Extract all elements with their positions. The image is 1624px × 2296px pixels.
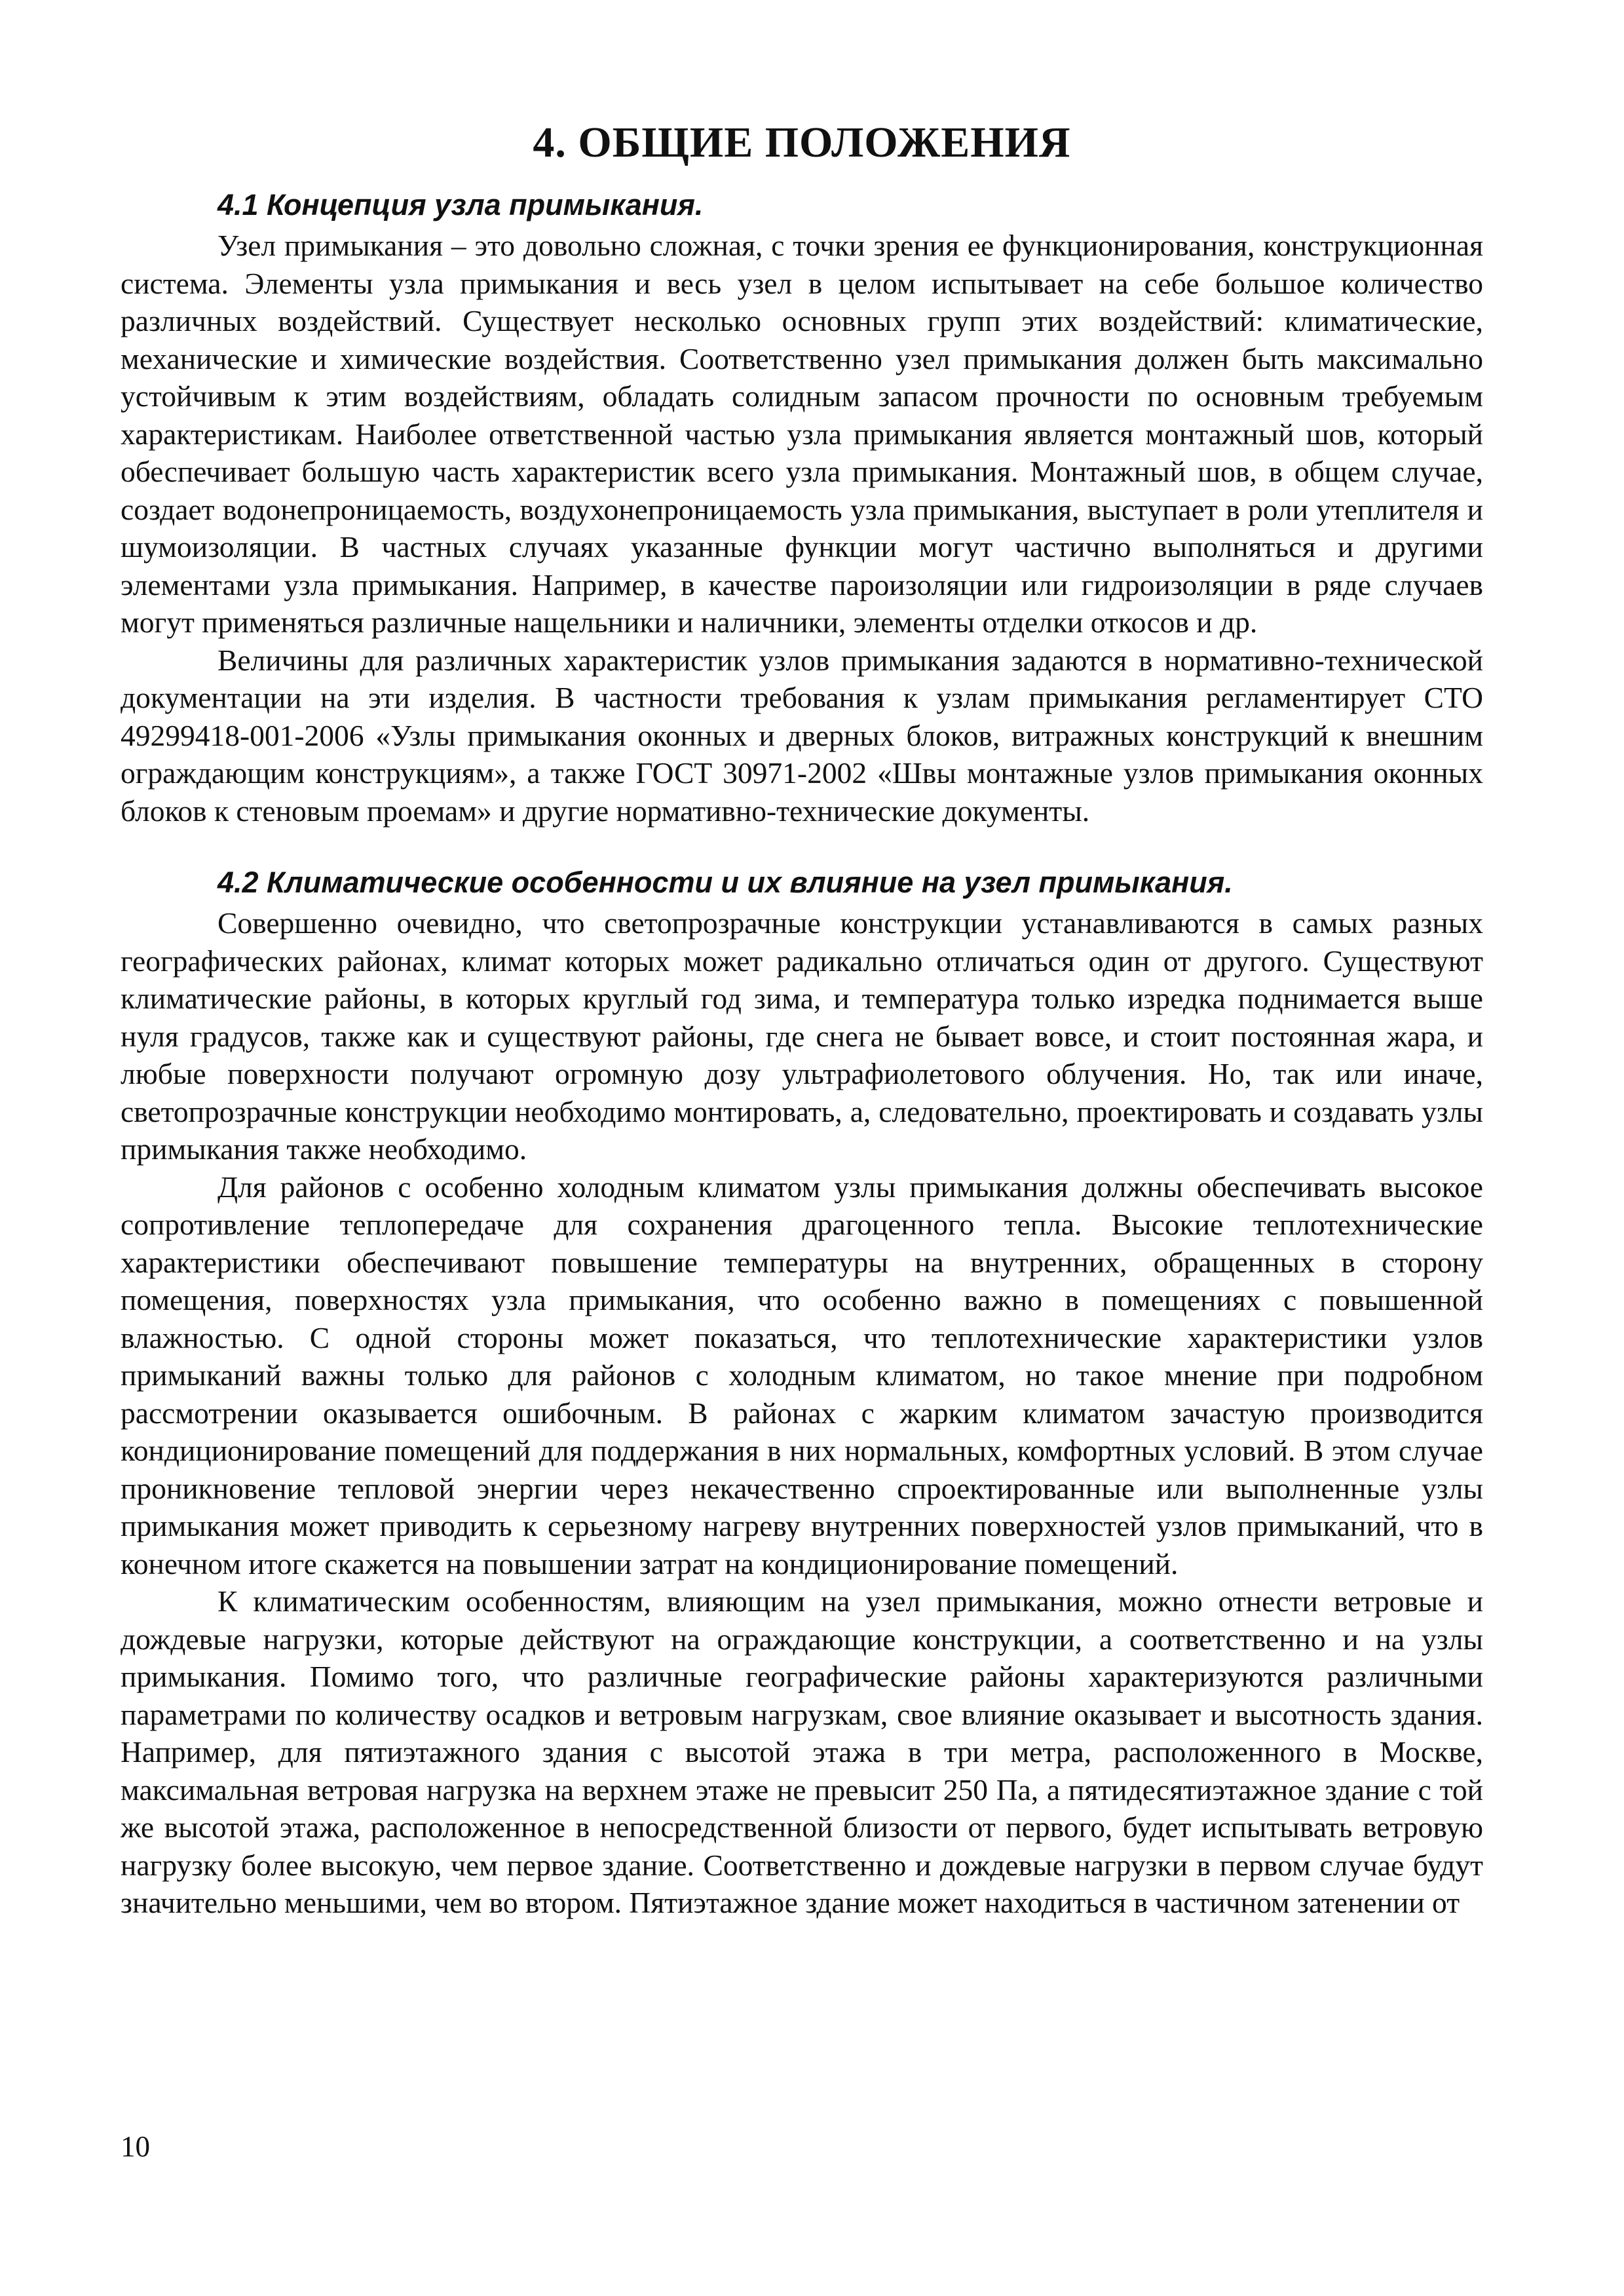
paragraph: Совершенно очевидно, что светопрозрачные конструкции устанавливаются в самых разных географических районах, климат которых может радикально отличаться один от другого. Существуют климатические районы, в которых круглый год зима, и температура только изредка поднимается выше нуля градусов, также как и существуют районы, где снега не бывает вовсе, и стоит постоянная жара, и любые поверхности получают огромную дозу ультрафиолетового облучения. Но, так или иначе, светопрозрачные конструкции необходимо монтировать, а, следовательно, проектировать и создавать узлы примыкания также необходимо. [121, 906, 1483, 1166]
section-heading: 4.1 Концепция узла примыкания. [217, 188, 704, 221]
chapter-title: 4. ОБЩИЕ ПОЛОЖЕНИЯ [533, 119, 1071, 166]
paragraph: Узел примыкания – это довольно сложная, с точки зрения ее функционирования, конструкционная система. Элементы узла примыкания и весь узел в целом испытывает на себе большое количество различных воздействий. Существует несколько основных групп этих воздействий: климатические, механические и химические воздействия. Соответственно узел примыкания должен быть максимально устойчивым к этим воздействиям, обладать солидным запасом прочности по основным требуемым характеристикам. Наиболее ответственной частью узла примыкания является монтажный шов, который обеспечивает большую часть характеристик всего узла примыкания. Монтажный шов, в общем случае, создает водонепроницаемость, воздухонепроницаемость узла примыкания, выступает в роли утеплителя и шумоизоляции. В частных случаях указанные функции могут частично выполняться и другими элементами узла примыкания. Например, в качестве пароизоляции или гидроизоляции в ряде случаев могут применяться различные нащельники и наличники, элементы отделки откосов и др. [121, 229, 1483, 639]
paragraph: Для районов с особенно холодным климатом узлы примыкания должны обеспечивать высокое сопротивление теплопередаче для сохранения драгоценного тепла. Высокие теплотехнические характеристики обеспечивают повышение температуры на внутренних, обращенных в сторону помещения, поверхностях узла примыкания, что особенно важно в помещениях с повышенной влажностью. С одной стороны может показаться, что теплотехнические характеристики узлов примыканий важны только для районов с холодным климатом, но такое мнение при подробном рассмотрении оказывается ошибочным. В районах с жарким климатом зачастую производится кондиционирование помещений для поддержания в них нормальных, комфортных условий. В этом случае проникновение тепловой энергии через некачественно спроектированные или выполненные узлы примыкания может приводить к серьезному нагреву внутренних поверхностей узлов примыканий, что в конечном итоге скажется на повышении затрат на кондиционирование помещений. [121, 1170, 1483, 1580]
paragraph: К климатическим особенностям, влияющим на узел примыкания, можно отнести ветровые и дождевые нагрузки, которые действуют на ограждающие конструкции, а соответственно и на узлы примыкания. Помимо того, что различные географические районы характеризуются различными параметрами по количеству осадков и ветровым нагрузкам, свое влияние оказывает и высотность здания. Например, для пятиэтажного здания с высотой этажа в три метра, расположенного в Москве, максимальная ветровая нагрузка на верхнем этаже не превысит 250 Па, а пятидесятиэтажное здание с той же высотой этажа, расположенное в непосредственной близости от первого, будет испытывать ветровую нагрузку более высокую, чем первое здание. Соответственно и дождевые нагрузки в первом случае будут значительно меньшими, чем во втором. Пятиэтажное здание может находиться в частичном затенении от [121, 1584, 1483, 1919]
section-heading: 4.2 Климатические особенности и их влияние на узел примыкания. [217, 866, 1233, 899]
page-content [121, 115, 1483, 1922]
page-number: 10 [121, 2130, 150, 2163]
paragraph: Величины для различных характеристик узлов примыкания задаются в нормативно-технической документации на эти изделия. В частности требования к узлам примыкания регламентирует СТО 49299418-001-2006 «Узлы примыкания оконных и дверных блоков, витражных конструкций к внешним ограждающим конструкциям», а также ГОСТ 30971-2002 «Швы монтажные узлов примыкания оконных блоков к стеновым проемам» и другие нормативно-технические документы. [121, 643, 1483, 828]
section-4-1 [121, 186, 1483, 830]
section-4-2 [121, 864, 1483, 1922]
